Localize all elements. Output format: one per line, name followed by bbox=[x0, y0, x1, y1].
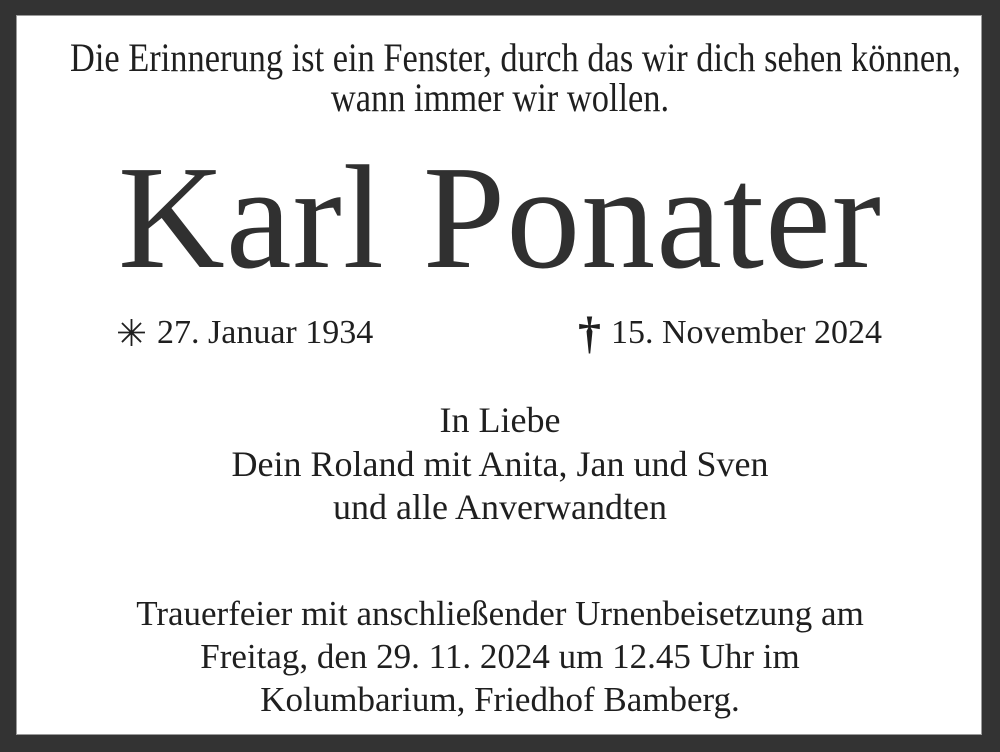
service-line-3: Kolumbarium, Friedhof Bamberg. bbox=[260, 680, 740, 719]
condolence-line-2: Dein Roland mit Anita, Jan und Sven bbox=[231, 443, 769, 484]
birth-date-text: 27. Januar 1934 bbox=[157, 314, 374, 351]
epitaph bbox=[70, 35, 961, 120]
service-info bbox=[0, 592, 1000, 721]
death-date-text: 15. November 2024 bbox=[610, 314, 882, 351]
condolence-line-1: In Liebe bbox=[439, 400, 561, 440]
service-line-1: Trauerfeier mit anschließender Urnenbeisetzung am bbox=[136, 594, 864, 633]
deceased-name: Karl Ponater bbox=[117, 136, 883, 300]
condolence bbox=[0, 399, 1000, 530]
condolence-line-3: und alle Anverwandten bbox=[333, 487, 667, 527]
birth-date: ✳ 27. Januar 1934 bbox=[116, 312, 374, 355]
epitaph-line-1: Die Erinnerung ist ein Fenster, durch das wir dich sehen können, bbox=[70, 35, 961, 80]
life-dates-row bbox=[0, 307, 1000, 358]
death-date: † 15. November 2024 bbox=[577, 307, 882, 358]
epitaph-line-2: wann immer wir wollen. bbox=[330, 75, 670, 120]
service-line-2: Freitag, den 29. 11. 2024 um 12.45 Uhr im bbox=[200, 637, 800, 676]
